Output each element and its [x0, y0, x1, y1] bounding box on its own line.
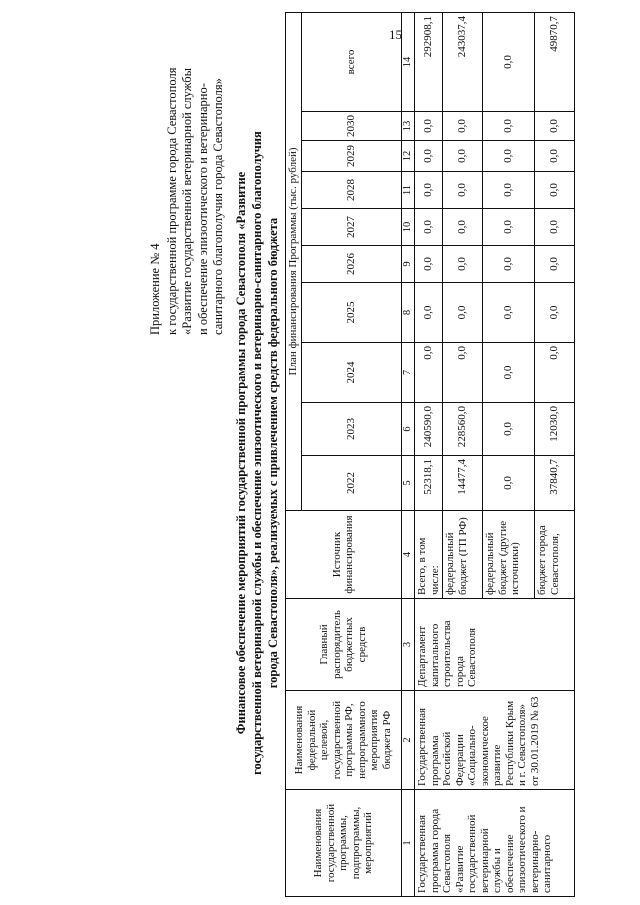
value-cell: 0,0 [483, 209, 535, 246]
value-cell: 0,0 [535, 141, 575, 172]
value-cell: 0,0 [483, 246, 535, 283]
heading-line: города Севастополя», реализуемых с привлечением средств федерального бюджета [266, 217, 280, 689]
header-year: 2030 [301, 112, 401, 141]
funding-source-cell: Всего, в том числе: [415, 511, 443, 599]
column-number: 5 [401, 456, 415, 511]
column-number: 1 [401, 790, 415, 897]
header-year: 2027 [301, 209, 401, 246]
header-program-names: Наименования государственной программы, подпрограммы, мероприятий [286, 790, 402, 897]
value-cell: 0,0 [483, 112, 535, 141]
document-heading [233, 23, 281, 883]
page-number: 15 [389, 27, 402, 42]
value-cell: 0,0 [483, 141, 535, 172]
header-funding-source: Источник финансирования [286, 511, 402, 599]
value-cell: 37840,7 [535, 456, 575, 511]
funding-source-cell: федеральный бюджет (другие источники) [483, 511, 535, 599]
appendix-line: санитарного благополучия города Севастополя» [211, 78, 225, 335]
value-cell: 0,0 [535, 112, 575, 141]
value-cell: 0,0 [535, 246, 575, 283]
value-cell: 0,0 [483, 403, 535, 456]
value-cell: 0,0 [443, 209, 483, 246]
column-number: 11 [401, 172, 415, 209]
column-number: 6 [401, 403, 415, 456]
value-cell: 0,0 [483, 172, 535, 209]
header-year: 2024 [301, 343, 401, 403]
header-total: всего [301, 12, 401, 111]
value-cell: 0,0 [443, 112, 483, 141]
appendix-title: Приложение № 4 [148, 243, 162, 335]
funding-source-cell: федеральный бюджет (ГП РФ) [443, 511, 483, 599]
appendix-line: к государственной программе города Севастополя [164, 67, 179, 335]
header-federal-program: Наименования федеральной целевой, государственной программы РФ, непрограммного мероприятия бюджета РФ [286, 691, 402, 790]
administrator-cell: Департамент капитального строительства города Севастополя [415, 599, 575, 691]
header-row [286, 12, 302, 896]
header-year: 2023 [301, 403, 401, 456]
table-row [415, 12, 443, 896]
value-cell: 0,0 [535, 172, 575, 209]
header-financing-plan: План финансирования Программы (тыс. рублей) [286, 12, 302, 510]
column-numbers-row [401, 12, 415, 896]
value-cell: 240590,0 [415, 403, 443, 456]
value-cell: 0,0 [483, 343, 535, 403]
value-cell: 0,0 [415, 209, 443, 246]
value-cell: 243037,4 [443, 12, 483, 111]
header-year: 2022 [301, 456, 401, 511]
column-number: 2 [401, 691, 415, 790]
value-cell: 14477,4 [443, 456, 483, 511]
header-year: 2026 [301, 246, 401, 283]
value-cell: 0,0 [483, 456, 535, 511]
column-number: 14 [401, 12, 415, 111]
heading-line: Финансовое обеспечение мероприятий государственной программы города Севастополя «Развитие [234, 171, 248, 735]
column-number: 13 [401, 112, 415, 141]
value-cell: 0,0 [535, 283, 575, 343]
appendix-line: и обеспечение эпизоотического и ветеринарно- [195, 83, 210, 335]
program-name-cell: Государственная программа города Севастополя «Развитие государственной ветеринарной службы и обеспечение эпизоотического и ветеринарно-санитарного [415, 790, 575, 897]
funding-source-cell: бюджет города Севастополя, [535, 511, 575, 599]
column-number: 12 [401, 141, 415, 172]
header-year: 2029 [301, 141, 401, 172]
appendix-line: «Развитие государственной ветеринарной службы [180, 68, 194, 335]
value-cell: 0,0 [415, 246, 443, 283]
header-administrator: Главный распорядитель бюджетных средств [286, 599, 402, 691]
value-cell: 228560,0 [443, 403, 483, 456]
financing-table [285, 12, 575, 897]
header-year: 2025 [301, 283, 401, 343]
federal-program-cell: Государственная программа Российской Федерации «Социально-экономическое развитие Республики Крым и г. Севастополя» от 30.01.2019 № 63 [415, 691, 575, 790]
value-cell: 0,0 [443, 283, 483, 343]
value-cell: 52318,1 [415, 456, 443, 511]
column-number: 10 [401, 209, 415, 246]
value-cell: 0,0 [535, 209, 575, 246]
rotated-page-content [0, 5, 640, 905]
value-cell: 0,0 [415, 343, 443, 403]
heading-line: государственной ветеринарной службы и обеспечение эпизоотического и ветеринарно-санитарного благополучия [250, 131, 264, 775]
value-cell: 0,0 [415, 172, 443, 209]
value-cell: 0,0 [483, 12, 535, 111]
value-cell: 0,0 [535, 343, 575, 403]
value-cell: 0,0 [483, 283, 535, 343]
column-number: 8 [401, 283, 415, 343]
value-cell: 0,0 [415, 141, 443, 172]
value-cell: 292908,1 [415, 12, 443, 111]
column-number: 3 [401, 599, 415, 691]
value-cell: 0,0 [415, 283, 443, 343]
value-cell: 12030,0 [535, 403, 575, 456]
column-number: 7 [401, 343, 415, 403]
value-cell: 0,0 [443, 172, 483, 209]
appendix-block [148, 5, 227, 335]
value-cell: 0,0 [443, 246, 483, 283]
value-cell: 0,0 [443, 343, 483, 403]
value-cell: 0,0 [415, 112, 443, 141]
column-number: 4 [401, 511, 415, 599]
value-cell: 0,0 [443, 141, 483, 172]
column-number: 9 [401, 246, 415, 283]
value-cell: 49870,7 [535, 12, 575, 111]
header-year: 2028 [301, 172, 401, 209]
